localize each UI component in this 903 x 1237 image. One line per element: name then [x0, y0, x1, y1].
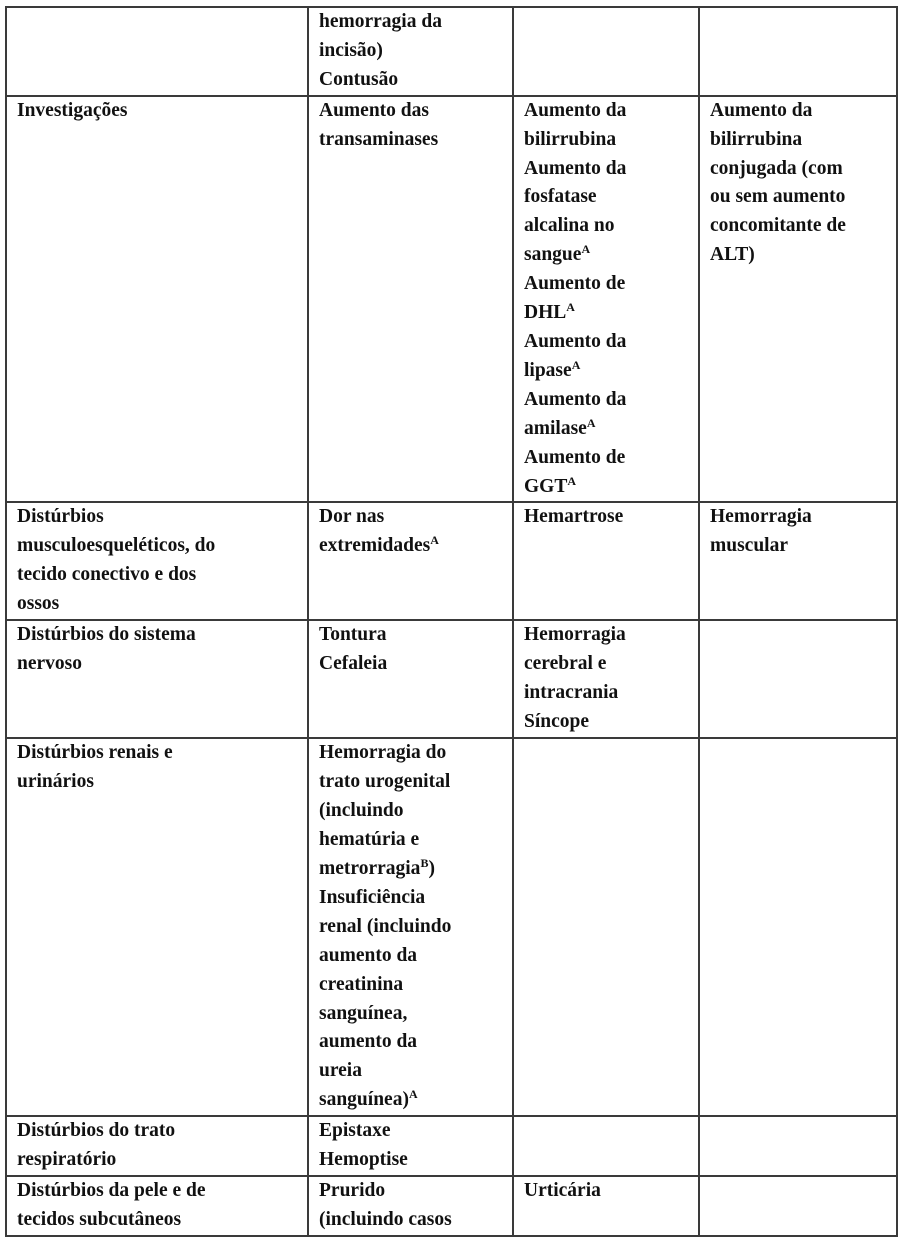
- cell-common: [308, 7, 513, 96]
- cell-line: [17, 621, 301, 650]
- cell-text: Aumento da: [524, 388, 627, 410]
- cell-text: trato urogenital: [319, 771, 451, 793]
- footnote-marker: A: [430, 533, 439, 548]
- cell-line: [524, 386, 692, 415]
- cell-line: [17, 1117, 301, 1146]
- cell-text: extremidades: [319, 535, 431, 557]
- cell-category: [6, 738, 308, 1116]
- cell-line: [319, 532, 506, 561]
- cell-text: cerebral e: [524, 653, 607, 675]
- cell-text: incisão): [319, 39, 383, 61]
- cell-line: [524, 444, 692, 473]
- cell-line: [319, 942, 506, 971]
- cell-category: [6, 96, 308, 503]
- cell-category: [6, 502, 308, 620]
- cell-rare: [699, 620, 897, 738]
- cell-text: ossos: [17, 593, 60, 615]
- cell-text: transaminases: [319, 128, 439, 150]
- cell-text: aumento da: [319, 1031, 418, 1053]
- cell-uncommon: [513, 502, 699, 620]
- footnote-marker: A: [567, 473, 577, 488]
- cell-line: [17, 561, 301, 590]
- cell-line: [17, 1177, 301, 1206]
- cell-line: [710, 212, 890, 241]
- footnote-marker: A: [571, 357, 581, 372]
- cell-line: [524, 473, 692, 502]
- cell-line: [524, 241, 692, 270]
- cell-line: [319, 797, 506, 826]
- cell-text: fosfatase: [524, 186, 597, 208]
- table-row: [6, 620, 897, 738]
- cell-line: [524, 650, 692, 679]
- cell-uncommon: [513, 96, 699, 503]
- cell-uncommon: [513, 1116, 699, 1176]
- cell-common: [308, 96, 513, 503]
- cell-line: [17, 768, 301, 797]
- cell-text: (incluindo: [319, 800, 404, 822]
- cell-text: amilase: [524, 417, 587, 439]
- cell-text: tecido conectivo e dos: [17, 564, 197, 586]
- cell-line: [319, 1177, 506, 1206]
- cell-line: [319, 8, 506, 37]
- cell-text: Hemoptise: [319, 1149, 408, 1171]
- cell-text: Aumento da: [524, 99, 627, 121]
- cell-common: [308, 1116, 513, 1176]
- cell-common: [308, 502, 513, 620]
- cell-category: [6, 1176, 308, 1236]
- cell-line: [524, 415, 692, 444]
- cell-line: [319, 826, 506, 855]
- cell-line: [710, 532, 890, 561]
- cell-line: [524, 357, 692, 386]
- cell-text: Hemorragia: [710, 506, 812, 528]
- cell-line: [319, 650, 506, 679]
- cell-text: musculoesqueléticos, do: [17, 535, 216, 557]
- footnote-marker: A: [586, 415, 596, 430]
- cell-text: ou sem aumento: [710, 186, 846, 208]
- cell-category: [6, 1116, 308, 1176]
- cell-text: Tontura: [319, 624, 387, 646]
- cell-text: sanguínea): [319, 1089, 409, 1111]
- cell-common: [308, 1176, 513, 1236]
- cell-rare: [699, 1176, 897, 1236]
- footnote-marker: A: [581, 242, 591, 257]
- cell-line: [710, 155, 890, 184]
- cell-line: [319, 855, 506, 884]
- cell-line: [710, 241, 890, 270]
- cell-text: Distúrbios: [17, 506, 104, 528]
- cell-text: Distúrbios do sistema: [17, 624, 196, 646]
- cell-line: [319, 37, 506, 66]
- cell-line: [524, 679, 692, 708]
- cell-category: [6, 7, 308, 96]
- cell-line: [319, 503, 506, 532]
- cell-text: hematúria e: [319, 829, 420, 851]
- cell-text-suffix: ): [428, 858, 435, 880]
- cell-line: [17, 739, 301, 768]
- cell-text: Cefaleia: [319, 653, 388, 675]
- cell-text: Aumento de: [524, 273, 626, 295]
- cell-line: [319, 1117, 506, 1146]
- table-row: [6, 1176, 897, 1236]
- table-row: [6, 1116, 897, 1176]
- cell-text: sanguínea,: [319, 1002, 408, 1024]
- cell-line: [319, 66, 506, 95]
- cell-text: Distúrbios da pele e de: [17, 1180, 206, 1202]
- cell-line: [524, 299, 692, 328]
- cell-line: [524, 97, 692, 126]
- cell-uncommon: [513, 1176, 699, 1236]
- cell-common: [308, 738, 513, 1116]
- cell-text: Contusão: [319, 68, 399, 90]
- cell-text: Aumento de: [524, 446, 626, 468]
- cell-text: renal (incluindo: [319, 915, 452, 937]
- cell-line: [524, 270, 692, 299]
- cell-line: [710, 503, 890, 532]
- cell-rare: [699, 502, 897, 620]
- cell-line: [17, 1146, 301, 1175]
- cell-text: sangue: [524, 244, 582, 266]
- cell-text: tecidos subcutâneos: [17, 1209, 182, 1231]
- cell-common: [308, 620, 513, 738]
- cell-text: aumento da: [319, 944, 418, 966]
- cell-line: [524, 328, 692, 357]
- footnote-marker: A: [566, 300, 575, 315]
- cell-line: [17, 650, 301, 679]
- cell-text: bilirrubina: [710, 128, 803, 150]
- cell-text: conjugada (com: [710, 157, 843, 179]
- cell-text: Hemartrose: [524, 506, 624, 528]
- cell-text: nervoso: [17, 653, 82, 675]
- cell-line: [319, 1206, 506, 1235]
- cell-text: Síncope: [524, 711, 590, 733]
- cell-text: Aumento da: [524, 157, 627, 179]
- cell-line: [319, 1086, 506, 1115]
- cell-line: [17, 503, 301, 532]
- cell-text: Epistaxe: [319, 1120, 391, 1142]
- cell-uncommon: [513, 620, 699, 738]
- cell-text: Urticária: [524, 1180, 601, 1202]
- cell-text: ureia: [319, 1060, 362, 1082]
- cell-line: [319, 913, 506, 942]
- cell-text: urinários: [17, 771, 94, 793]
- cell-text: DHL: [524, 302, 567, 324]
- cell-text: alcalina no: [524, 215, 615, 237]
- cell-text: Prurido: [319, 1180, 386, 1202]
- cell-line: [710, 97, 890, 126]
- cell-text: Dor nas: [319, 506, 385, 528]
- cell-line: [524, 212, 692, 241]
- cell-text: metrorragia: [319, 858, 421, 880]
- cell-line: [524, 1177, 692, 1206]
- cell-line: [524, 155, 692, 184]
- cell-text: ALT): [710, 244, 755, 266]
- cell-text: Hemorragia do: [319, 742, 447, 764]
- cell-line: [319, 768, 506, 797]
- cell-text: Hemorragia: [524, 624, 626, 646]
- cell-uncommon: [513, 738, 699, 1116]
- cell-text: (incluindo casos: [319, 1209, 452, 1231]
- cell-rare: [699, 7, 897, 96]
- cell-line: [524, 621, 692, 650]
- cell-line: [319, 621, 506, 650]
- cell-uncommon: [513, 7, 699, 96]
- footnote-marker: A: [408, 1087, 418, 1102]
- cell-line: [710, 126, 890, 155]
- cell-text: Investigações: [17, 99, 128, 121]
- cell-line: [524, 183, 692, 212]
- cell-text: Aumento da: [524, 330, 627, 352]
- table-body: [6, 7, 897, 1236]
- cell-text: GGT: [524, 475, 568, 497]
- cell-line: [524, 126, 692, 155]
- cell-line: [319, 1057, 506, 1086]
- cell-line: [17, 97, 301, 126]
- cell-line: [17, 1206, 301, 1235]
- cell-rare: [699, 738, 897, 1116]
- cell-text: Distúrbios renais e: [17, 742, 173, 764]
- cell-line: [524, 503, 692, 532]
- cell-line: [319, 1000, 506, 1029]
- cell-text: Insuficiência: [319, 886, 426, 908]
- footnote-marker: B: [420, 856, 429, 871]
- table-row: [6, 7, 897, 96]
- cell-line: [524, 708, 692, 737]
- cell-line: [319, 971, 506, 1000]
- cell-text: respiratório: [17, 1149, 117, 1171]
- cell-text: Distúrbios do trato: [17, 1120, 176, 1142]
- cell-text: muscular: [710, 535, 788, 557]
- cell-line: [319, 126, 506, 155]
- cell-rare: [699, 96, 897, 503]
- cell-rare: [699, 1116, 897, 1176]
- cell-text: Aumento das: [319, 99, 429, 121]
- cell-text: hemorragia da: [319, 11, 442, 32]
- cell-line: [710, 183, 890, 212]
- cell-line: [319, 97, 506, 126]
- cell-text: Aumento da: [710, 99, 813, 121]
- cell-line: [319, 1146, 506, 1175]
- adverse-reactions-table: [5, 6, 898, 1237]
- cell-line: [17, 590, 301, 619]
- cell-text: intracrania: [524, 682, 619, 704]
- cell-text: concomitante de: [710, 215, 846, 237]
- cell-text: bilirrubina: [524, 128, 617, 150]
- table-row: [6, 502, 897, 620]
- table-row: [6, 96, 897, 503]
- cell-line: [319, 739, 506, 768]
- cell-category: [6, 620, 308, 738]
- cell-text: creatinina: [319, 973, 404, 995]
- cell-text: lipase: [524, 359, 572, 381]
- cell-line: [17, 532, 301, 561]
- table-row: [6, 738, 897, 1116]
- cell-line: [319, 884, 506, 913]
- cell-line: [319, 1028, 506, 1057]
